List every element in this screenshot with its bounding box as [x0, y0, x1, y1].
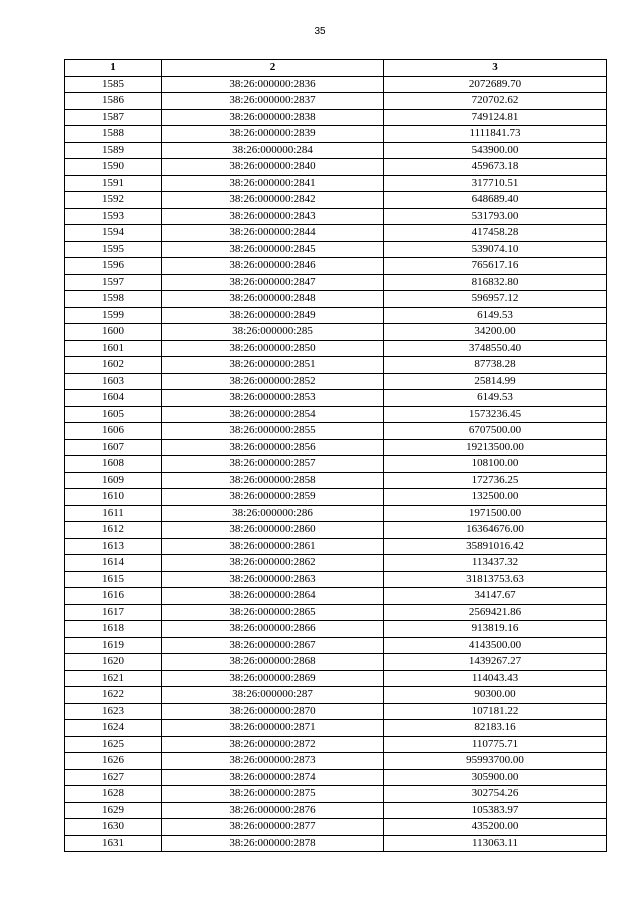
row-number-cell: 1617: [65, 604, 162, 621]
table-row: [65, 109, 607, 126]
value-cell: 34147.67: [384, 588, 607, 605]
row-number-cell: 1586: [65, 93, 162, 110]
value-cell: 543900.00: [384, 142, 607, 159]
row-number-cell: 1600: [65, 324, 162, 341]
page-number: 35: [314, 26, 326, 37]
value-cell: 648689.40: [384, 192, 607, 209]
table-row: [65, 604, 607, 621]
value-cell: 113063.11: [384, 835, 607, 852]
value-cell: 172736.25: [384, 472, 607, 489]
cadastral-number-cell: 38:26:000000:2841: [162, 175, 384, 192]
value-cell: 110775.71: [384, 736, 607, 753]
row-number-cell: 1615: [65, 571, 162, 588]
cadastral-number-cell: 38:26:000000:2840: [162, 159, 384, 176]
value-cell: 3748550.40: [384, 340, 607, 357]
value-cell: 1111841.73: [384, 126, 607, 143]
table-row: [65, 357, 607, 374]
cadastral-number-cell: 38:26:000000:2878: [162, 835, 384, 852]
value-cell: 1971500.00: [384, 505, 607, 522]
value-cell: 459673.18: [384, 159, 607, 176]
cadastral-number-cell: 38:26:000000:2873: [162, 753, 384, 770]
cadastral-number-cell: 38:26:000000:2857: [162, 456, 384, 473]
cadastral-number-cell: 38:26:000000:2876: [162, 802, 384, 819]
table-row: [65, 571, 607, 588]
row-number-cell: 1606: [65, 423, 162, 440]
table-row: [65, 324, 607, 341]
row-number-cell: 1631: [65, 835, 162, 852]
table-row: [65, 439, 607, 456]
value-cell: 82183.16: [384, 720, 607, 737]
cadastral-number-cell: 38:26:000000:2863: [162, 571, 384, 588]
header-cell-col-2: 2: [162, 60, 384, 77]
row-number-cell: 1613: [65, 538, 162, 555]
value-cell: 34200.00: [384, 324, 607, 341]
row-number-cell: 1605: [65, 406, 162, 423]
row-number-cell: 1592: [65, 192, 162, 209]
value-cell: 132500.00: [384, 489, 607, 506]
row-number-cell: 1585: [65, 76, 162, 93]
row-number-cell: 1618: [65, 621, 162, 638]
table-row: [65, 373, 607, 390]
cadastral-number-cell: 38:26:000000:2877: [162, 819, 384, 836]
value-cell: 108100.00: [384, 456, 607, 473]
row-number-cell: 1612: [65, 522, 162, 539]
value-cell: 35891016.42: [384, 538, 607, 555]
cadastral-number-cell: 38:26:000000:2848: [162, 291, 384, 308]
table-body: [65, 76, 607, 852]
cadastral-number-cell: 38:26:000000:2862: [162, 555, 384, 572]
table-row: [65, 835, 607, 852]
cadastral-number-cell: 38:26:000000:2846: [162, 258, 384, 275]
cadastral-number-cell: 38:26:000000:2859: [162, 489, 384, 506]
table-row: [65, 456, 607, 473]
table-row: [65, 753, 607, 770]
row-number-cell: 1614: [65, 555, 162, 572]
table-row: [65, 126, 607, 143]
row-number-cell: 1604: [65, 390, 162, 407]
cadastral-number-cell: 38:26:000000:286: [162, 505, 384, 522]
value-cell: 1439267.27: [384, 654, 607, 671]
value-cell: 720702.62: [384, 93, 607, 110]
row-number-cell: 1627: [65, 769, 162, 786]
value-cell: 6707500.00: [384, 423, 607, 440]
row-number-cell: 1603: [65, 373, 162, 390]
value-cell: 317710.51: [384, 175, 607, 192]
table-row: [65, 159, 607, 176]
value-cell: 6149.53: [384, 307, 607, 324]
row-number-cell: 1595: [65, 241, 162, 258]
table-header: [65, 60, 607, 77]
header-row: [65, 60, 607, 77]
table-row: [65, 241, 607, 258]
table-row: [65, 538, 607, 555]
table-row: [65, 736, 607, 753]
cadastral-number-cell: 38:26:000000:2868: [162, 654, 384, 671]
row-number-cell: 1620: [65, 654, 162, 671]
cadastral-number-cell: 38:26:000000:2851: [162, 357, 384, 374]
row-number-cell: 1626: [65, 753, 162, 770]
cadastral-number-cell: 38:26:000000:2853: [162, 390, 384, 407]
cadastral-number-cell: 38:26:000000:2842: [162, 192, 384, 209]
row-number-cell: 1608: [65, 456, 162, 473]
table-row: [65, 555, 607, 572]
table-row: [65, 786, 607, 803]
row-number-cell: 1630: [65, 819, 162, 836]
value-cell: 765617.16: [384, 258, 607, 275]
row-number-cell: 1594: [65, 225, 162, 242]
value-cell: 417458.28: [384, 225, 607, 242]
row-number-cell: 1587: [65, 109, 162, 126]
value-cell: 816832.80: [384, 274, 607, 291]
value-cell: 16364676.00: [384, 522, 607, 539]
table-row: [65, 802, 607, 819]
row-number-cell: 1602: [65, 357, 162, 374]
table-row: [65, 175, 607, 192]
cadastral-number-cell: 38:26:000000:284: [162, 142, 384, 159]
cadastral-number-cell: 38:26:000000:2871: [162, 720, 384, 737]
value-cell: 25814.99: [384, 373, 607, 390]
table-row: [65, 291, 607, 308]
table-row: [65, 720, 607, 737]
value-cell: 19213500.00: [384, 439, 607, 456]
value-cell: 749124.81: [384, 109, 607, 126]
row-number-cell: 1593: [65, 208, 162, 225]
value-cell: 1573236.45: [384, 406, 607, 423]
cadastral-number-cell: 38:26:000000:2864: [162, 588, 384, 605]
value-cell: 913819.16: [384, 621, 607, 638]
table-row: [65, 703, 607, 720]
data-table: [64, 59, 607, 852]
cadastral-number-cell: 38:26:000000:2872: [162, 736, 384, 753]
cadastral-number-cell: 38:26:000000:2866: [162, 621, 384, 638]
row-number-cell: 1629: [65, 802, 162, 819]
table-row: [65, 307, 607, 324]
row-number-cell: 1591: [65, 175, 162, 192]
table-row: [65, 274, 607, 291]
row-number-cell: 1597: [65, 274, 162, 291]
value-cell: 2569421.86: [384, 604, 607, 621]
table-row: [65, 390, 607, 407]
table-row: [65, 406, 607, 423]
value-cell: 113437.32: [384, 555, 607, 572]
value-cell: 95993700.00: [384, 753, 607, 770]
value-cell: 302754.26: [384, 786, 607, 803]
cadastral-number-cell: 38:26:000000:2838: [162, 109, 384, 126]
cadastral-number-cell: 38:26:000000:2836: [162, 76, 384, 93]
cadastral-number-cell: 38:26:000000:2849: [162, 307, 384, 324]
row-number-cell: 1607: [65, 439, 162, 456]
cadastral-number-cell: 38:26:000000:2861: [162, 538, 384, 555]
table-row: [65, 93, 607, 110]
table-row: [65, 208, 607, 225]
cadastral-number-cell: 38:26:000000:2844: [162, 225, 384, 242]
value-cell: 105383.97: [384, 802, 607, 819]
cadastral-number-cell: 38:26:000000:2845: [162, 241, 384, 258]
cadastral-number-cell: 38:26:000000:2839: [162, 126, 384, 143]
row-number-cell: 1588: [65, 126, 162, 143]
table-row: [65, 489, 607, 506]
table-row: [65, 472, 607, 489]
row-number-cell: 1628: [65, 786, 162, 803]
cadastral-number-cell: 38:26:000000:2847: [162, 274, 384, 291]
cadastral-number-cell: 38:26:000000:2865: [162, 604, 384, 621]
table-row: [65, 670, 607, 687]
table-row: [65, 621, 607, 638]
row-number-cell: 1622: [65, 687, 162, 704]
cadastral-number-cell: 38:26:000000:2855: [162, 423, 384, 440]
cadastral-number-cell: 38:26:000000:2867: [162, 637, 384, 654]
row-number-cell: 1598: [65, 291, 162, 308]
cadastral-number-cell: 38:26:000000:2856: [162, 439, 384, 456]
row-number-cell: 1621: [65, 670, 162, 687]
table-row: [65, 192, 607, 209]
row-number-cell: 1589: [65, 142, 162, 159]
cadastral-number-cell: 38:26:000000:285: [162, 324, 384, 341]
cadastral-number-cell: 38:26:000000:2875: [162, 786, 384, 803]
value-cell: 87738.28: [384, 357, 607, 374]
value-cell: 107181.22: [384, 703, 607, 720]
row-number-cell: 1590: [65, 159, 162, 176]
cadastral-number-cell: 38:26:000000:2858: [162, 472, 384, 489]
cadastral-number-cell: 38:26:000000:2850: [162, 340, 384, 357]
cadastral-number-cell: 38:26:000000:2852: [162, 373, 384, 390]
table-row: [65, 522, 607, 539]
row-number-cell: 1616: [65, 588, 162, 605]
row-number-cell: 1609: [65, 472, 162, 489]
table-row: [65, 637, 607, 654]
cadastral-number-cell: 38:26:000000:2837: [162, 93, 384, 110]
value-cell: 2072689.70: [384, 76, 607, 93]
value-cell: 6149.53: [384, 390, 607, 407]
header-cell-col-1: 1: [65, 60, 162, 77]
value-cell: 531793.00: [384, 208, 607, 225]
row-number-cell: 1611: [65, 505, 162, 522]
value-cell: 114043.43: [384, 670, 607, 687]
value-cell: 539074.10: [384, 241, 607, 258]
cadastral-number-cell: 38:26:000000:2843: [162, 208, 384, 225]
cadastral-number-cell: 38:26:000000:2869: [162, 670, 384, 687]
row-number-cell: 1624: [65, 720, 162, 737]
table-row: [65, 654, 607, 671]
table-row: [65, 76, 607, 93]
table-row: [65, 142, 607, 159]
cadastral-number-cell: 38:26:000000:2870: [162, 703, 384, 720]
row-number-cell: 1619: [65, 637, 162, 654]
row-number-cell: 1596: [65, 258, 162, 275]
value-cell: 596957.12: [384, 291, 607, 308]
row-number-cell: 1625: [65, 736, 162, 753]
table-row: [65, 423, 607, 440]
value-cell: 305900.00: [384, 769, 607, 786]
value-cell: 90300.00: [384, 687, 607, 704]
value-cell: 31813753.63: [384, 571, 607, 588]
row-number-cell: 1610: [65, 489, 162, 506]
table-row: [65, 225, 607, 242]
cadastral-number-cell: 38:26:000000:2860: [162, 522, 384, 539]
cadastral-number-cell: 38:26:000000:2874: [162, 769, 384, 786]
value-cell: 4143500.00: [384, 637, 607, 654]
row-number-cell: 1623: [65, 703, 162, 720]
header-cell-col-3: 3: [384, 60, 607, 77]
table-row: [65, 258, 607, 275]
cadastral-number-cell: 38:26:000000:287: [162, 687, 384, 704]
row-number-cell: 1601: [65, 340, 162, 357]
table-row: [65, 769, 607, 786]
cadastral-number-cell: 38:26:000000:2854: [162, 406, 384, 423]
table-row: [65, 687, 607, 704]
value-cell: 435200.00: [384, 819, 607, 836]
table-row: [65, 819, 607, 836]
row-number-cell: 1599: [65, 307, 162, 324]
table-row: [65, 340, 607, 357]
table-row: [65, 588, 607, 605]
table-row: [65, 505, 607, 522]
